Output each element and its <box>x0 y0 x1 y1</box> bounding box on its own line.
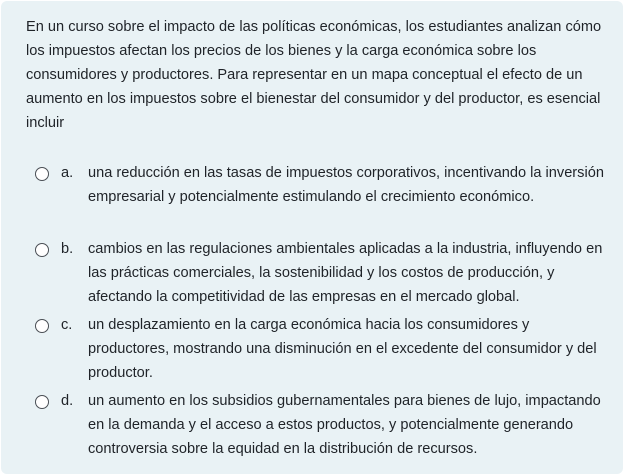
option-text-d[interactable]: un aumento en los subsidios gubernamentales para bienes de lujo, impactando en la demanda y el acceso a estos productos, y potencialmente generando controversia sobre la equidad en la distribución de recursos. <box>88 393 601 457</box>
option-text-c[interactable]: un desplazamiento en la carga económica hacia los consumidores y productores, mostrando una disminución en el excedente del consumidor y del productor. <box>88 317 597 381</box>
option-letter-c: c. <box>61 317 73 333</box>
option-d[interactable] <box>1 389 623 465</box>
option-b[interactable] <box>1 237 623 313</box>
radio-button-d[interactable] <box>35 395 49 409</box>
option-letter-a: a. <box>61 165 74 181</box>
option-c[interactable] <box>1 313 623 389</box>
radio-button-b[interactable] <box>35 243 49 257</box>
option-letter-b: b. <box>61 241 74 257</box>
answer-options <box>1 161 623 465</box>
radio-button-c[interactable] <box>35 319 49 333</box>
option-text-a[interactable]: una reducción en las tasas de impuestos corporativos, incentivando la inversión empresarial y potencialmente estimulando el crecimiento económico. <box>88 165 604 205</box>
question-card <box>1 1 623 474</box>
option-letter-d: d. <box>61 393 74 409</box>
option-a[interactable] <box>1 161 623 237</box>
option-text-b[interactable]: cambios en las regulaciones ambientales aplicadas a la industria, influyendo en las prácticas comerciales, la sostenibilidad y los costos de producción, y afectando la competitividad de las empresas en el mercado global. <box>88 241 603 305</box>
radio-button-a[interactable] <box>35 167 49 181</box>
question-text: En un curso sobre el impacto de las políticas económicas, los estudiantes analizan cómo los impuestos afectan los precios de los bienes y la carga económica sobre los consumidores y productores. Para representar en un mapa conceptual el efecto de un aumento en los impuestos sobre el bienestar del consumidor y del productor, es esencial incluir <box>26 19 602 131</box>
